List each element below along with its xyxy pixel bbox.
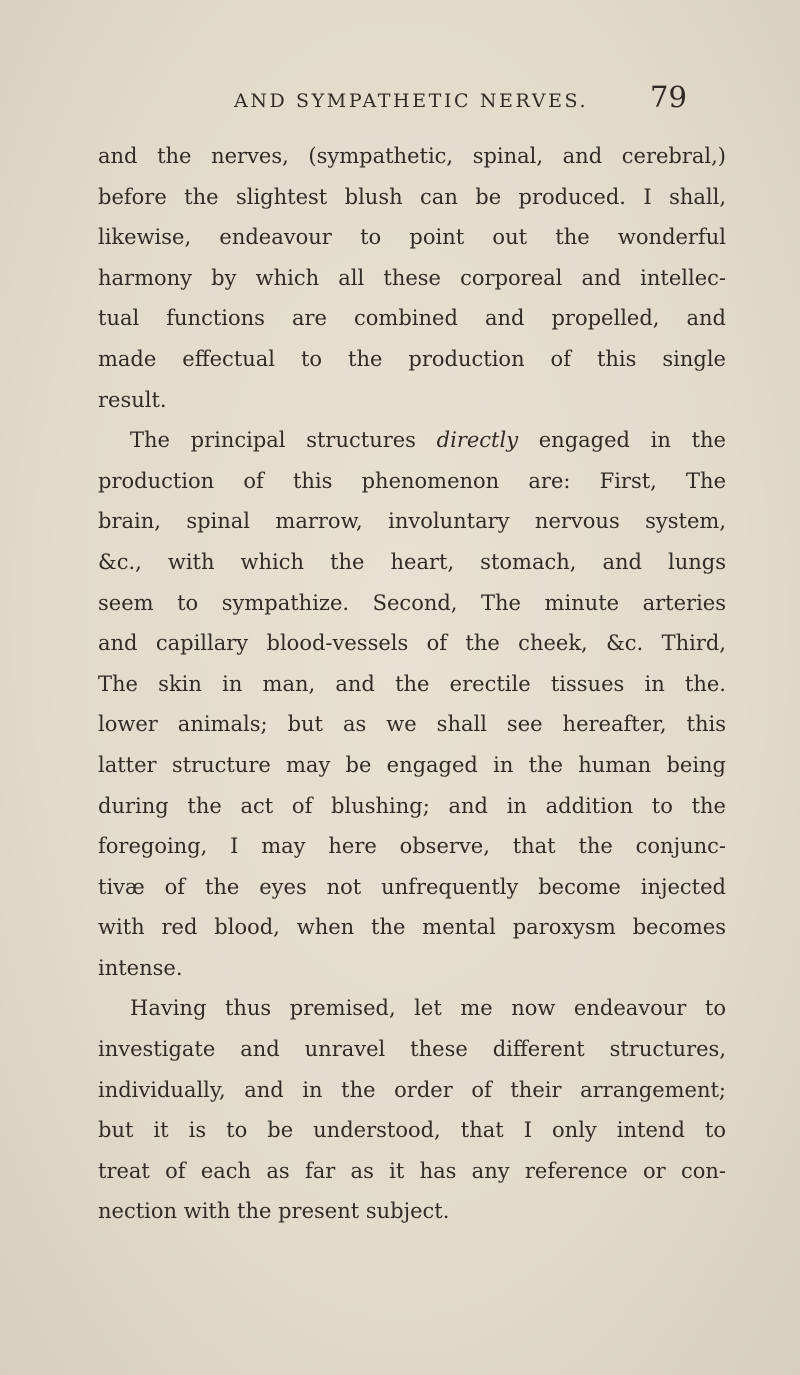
text-line: but it is to be understood, that I only intend to: [98, 1118, 726, 1143]
text-run: The principal structures: [130, 428, 437, 453]
text-line: result.: [98, 387, 167, 412]
text-line: seem to sympathize. Second, The minute arteries: [98, 590, 726, 615]
text-line: nection with the present subject.: [98, 1199, 450, 1224]
text-line: before the slightest blush can be produced. I shall,: [98, 184, 726, 209]
text-line: and capillary blood-vessels of the cheek, &c. Third,: [98, 631, 726, 656]
paragraph-2: [98, 420, 726, 988]
text-line: &c., with which the heart, stomach, and lungs: [98, 549, 726, 574]
page-number: 79: [650, 80, 687, 114]
running-head: AND SYMPATHETIC NERVES.: [234, 90, 589, 112]
text-line: treat of each as far as it has any reference or con-: [98, 1158, 726, 1183]
text-line: Having thus premised, let me now endeavour to: [130, 996, 726, 1021]
paragraph-3: [98, 988, 726, 1232]
text-line: The skin in man, and the erectile tissues in the.: [98, 671, 726, 696]
text-line: investigate and unravel these different structures,: [98, 1037, 726, 1062]
text-line: individually, and in the order of their arrangement;: [98, 1077, 726, 1102]
text-line: brain, spinal marrow, involuntary nervous system,: [98, 509, 726, 534]
page-header: [0, 80, 800, 128]
text-line: tivæ of the eyes not unfrequently become injected: [98, 874, 726, 899]
text-line: latter structure may be engaged in the human being: [98, 752, 726, 777]
text-line: made effectual to the production of this single: [98, 346, 726, 371]
text-line: lower animals; but as we shall see hereafter, this: [98, 712, 726, 737]
text-line: foregoing, I may here observe, that the conjunc-: [98, 834, 726, 859]
emphasis-text: directly: [436, 428, 519, 453]
paragraph-1: [98, 136, 726, 420]
text-line: during the act of blushing; and in addition to the: [98, 793, 726, 818]
text-line: and the nerves, (sympathetic, spinal, and cerebral,): [98, 144, 726, 168]
text-line: with red blood, when the mental paroxysm becomes: [98, 915, 726, 940]
text-line: production of this phenomenon are: First, The: [98, 468, 726, 493]
text-line: tual functions are combined and propelled, and: [98, 306, 726, 331]
body-text: [98, 136, 726, 1232]
text-line: harmony by which all these corporeal and intellec-: [98, 265, 726, 290]
text-run: engaged in the: [518, 428, 726, 453]
text-line: intense.: [98, 955, 183, 980]
text-line: likewise, endeavour to point out the wonderful: [98, 225, 726, 250]
text-line-first: [98, 420, 726, 461]
